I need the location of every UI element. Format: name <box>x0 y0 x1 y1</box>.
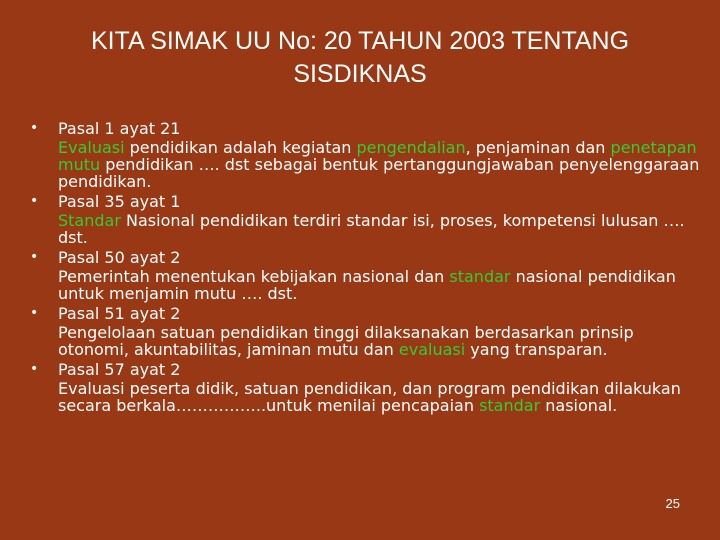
list-item <box>28 118 700 190</box>
highlighted-text: standar <box>449 267 511 286</box>
highlighted-text: standar <box>479 396 541 415</box>
body-text: Nasional pendidikan terdiri standar isi, proses, kompetensi lulusan …. dst. <box>58 211 685 247</box>
bullet-dot-icon: • <box>30 361 39 377</box>
body-text: pendidikan …. dst sebagai bentuk pertanggungjawaban penyelenggaraan pendidikan. <box>58 155 700 191</box>
slide-title <box>30 25 690 91</box>
highlighted-text: Standar <box>58 211 121 230</box>
list-item <box>28 247 700 302</box>
slide-title-line-1: KITA SIMAK UU No: 20 TAHUN 2003 TENTANG <box>90 27 630 55</box>
page-number: 25 <box>665 496 680 511</box>
item-body <box>58 324 700 358</box>
body-text: nasional. <box>540 396 618 415</box>
list-item <box>28 191 700 246</box>
body-text: nasional pendidikan untuk menjamin mutu …. dst. <box>58 267 676 303</box>
bullet-list <box>28 118 700 415</box>
item-heading: Pasal 51 ayat 2 <box>58 304 181 323</box>
bullet-dot-icon: • <box>30 249 39 265</box>
item-body <box>58 212 700 246</box>
body-text: Pemerintah menentukan kebijakan nasional dan <box>58 267 450 286</box>
bullet-dot-icon: • <box>30 120 39 136</box>
item-heading: Pasal 57 ayat 2 <box>58 360 181 379</box>
slide-title-line-2: SISDIKNAS <box>293 60 427 88</box>
body-text: Evaluasi peserta didik, satuan pendidikan, dan program pendidikan dilakukan secara berkala……………..untuk menilai pencapaian <box>58 379 681 415</box>
item-body <box>58 268 700 302</box>
item-heading: Pasal 1 ayat 21 <box>58 119 181 138</box>
body-text: yang transparan. <box>465 340 608 359</box>
highlighted-text: penetapan mutu <box>58 138 697 174</box>
body-text: Pengelolaan satuan pendidikan tinggi dilaksanakan berdasarkan prinsip otonomi, akuntabilitas, jaminan mutu dan <box>58 323 634 359</box>
item-body <box>58 380 700 414</box>
item-heading: Pasal 35 ayat 1 <box>58 192 181 211</box>
item-body <box>58 139 700 190</box>
bullet-dot-icon: • <box>30 305 39 321</box>
highlighted-text: pengendalian <box>356 138 466 157</box>
item-heading: Pasal 50 ayat 2 <box>58 248 181 267</box>
list-item <box>28 303 700 358</box>
body-text: , penjaminan dan <box>465 138 611 157</box>
list-item <box>28 359 700 414</box>
highlighted-text: Evaluasi <box>58 138 125 157</box>
body-text: pendidikan adalah kegiatan <box>124 138 357 157</box>
highlighted-text: evaluasi <box>398 340 466 359</box>
bullet-dot-icon: • <box>30 193 39 209</box>
